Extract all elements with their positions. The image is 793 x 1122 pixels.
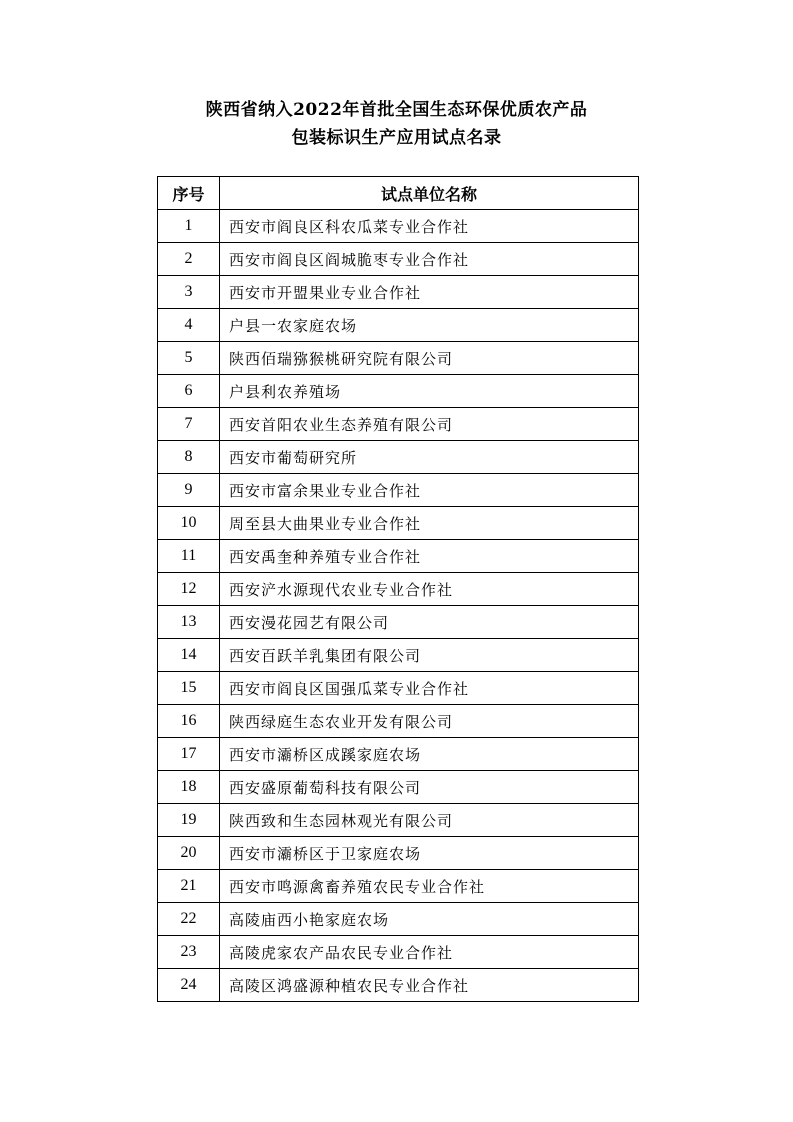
row-unit-name: 陕西佰瑞猕猴桃研究院有限公司 — [220, 342, 639, 375]
row-unit-name: 西安市葡萄研究所 — [220, 441, 639, 474]
row-unit-name: 西安漫花园艺有限公司 — [220, 606, 639, 639]
table-row — [158, 573, 639, 606]
row-number: 3 — [158, 276, 220, 309]
row-number: 11 — [158, 540, 220, 573]
row-unit-name: 西安百跃羊乳集团有限公司 — [220, 639, 639, 672]
table-row — [158, 276, 639, 309]
row-unit-name: 西安首阳农业生态养殖有限公司 — [220, 408, 639, 441]
table-body — [158, 210, 639, 1002]
table-row — [158, 672, 639, 705]
row-unit-name: 西安市富余果业专业合作社 — [220, 474, 639, 507]
table-row — [158, 870, 639, 903]
row-unit-name: 高陵庙西小艳家庭农场 — [220, 903, 639, 936]
row-unit-name: 西安市灞桥区于卫家庭农场 — [220, 837, 639, 870]
row-number: 20 — [158, 837, 220, 870]
row-unit-name: 西安市灞桥区成蹊家庭农场 — [220, 738, 639, 771]
table-row — [158, 441, 639, 474]
row-number: 8 — [158, 441, 220, 474]
row-unit-name: 户县利农养殖场 — [220, 375, 639, 408]
table-row — [158, 507, 639, 540]
table-row — [158, 969, 639, 1002]
row-unit-name: 西安市阎良区科农瓜菜专业合作社 — [220, 210, 639, 243]
row-number: 9 — [158, 474, 220, 507]
row-unit-name: 西安市鸣源禽畜养殖农民专业合作社 — [220, 870, 639, 903]
row-unit-name: 西安禹奎种养殖专业合作社 — [220, 540, 639, 573]
title-line-1: 陕西省纳入2022年首批全国生态环保优质农产品 — [205, 100, 588, 120]
row-unit-name: 西安浐水源现代农业专业合作社 — [220, 573, 639, 606]
row-number: 12 — [158, 573, 220, 606]
row-number: 4 — [158, 309, 220, 342]
row-number: 19 — [158, 804, 220, 837]
table-row — [158, 903, 639, 936]
table-row — [158, 705, 639, 738]
table-row — [158, 639, 639, 672]
row-number: 6 — [158, 375, 220, 408]
row-unit-name: 西安市阎良区阎城脆枣专业合作社 — [220, 243, 639, 276]
table-row — [158, 309, 639, 342]
table-row — [158, 474, 639, 507]
table-row — [158, 771, 639, 804]
table-row — [158, 837, 639, 870]
row-unit-name: 陕西绿庭生态农业开发有限公司 — [220, 705, 639, 738]
table-row — [158, 540, 639, 573]
table-row — [158, 606, 639, 639]
row-number: 21 — [158, 870, 220, 903]
row-number: 18 — [158, 771, 220, 804]
row-unit-name: 高陵区鸿盛源种植农民专业合作社 — [220, 969, 639, 1002]
row-number: 5 — [158, 342, 220, 375]
row-number: 14 — [158, 639, 220, 672]
table-row — [158, 375, 639, 408]
table-row — [158, 936, 639, 969]
header-number: 序号 — [158, 177, 220, 210]
title-line-2: 包装标识生产应用试点名录 — [291, 128, 502, 148]
row-number: 15 — [158, 672, 220, 705]
table-row — [158, 210, 639, 243]
row-number: 17 — [158, 738, 220, 771]
table-row — [158, 408, 639, 441]
row-number: 10 — [158, 507, 220, 540]
document-title — [0, 96, 793, 152]
pilot-unit-table — [157, 176, 639, 1002]
row-unit-name: 西安市阎良区国强瓜菜专业合作社 — [220, 672, 639, 705]
row-number: 24 — [158, 969, 220, 1002]
row-unit-name: 户县一农家庭农场 — [220, 309, 639, 342]
row-number: 2 — [158, 243, 220, 276]
row-unit-name: 周至县大曲果业专业合作社 — [220, 507, 639, 540]
row-unit-name: 西安市开盟果业专业合作社 — [220, 276, 639, 309]
row-unit-name: 高陵虎家农产品农民专业合作社 — [220, 936, 639, 969]
row-number: 23 — [158, 936, 220, 969]
table-row — [158, 804, 639, 837]
header-unit-name: 试点单位名称 — [220, 177, 639, 210]
row-number: 16 — [158, 705, 220, 738]
row-number: 22 — [158, 903, 220, 936]
row-number: 7 — [158, 408, 220, 441]
row-unit-name: 陕西致和生态园林观光有限公司 — [220, 804, 639, 837]
row-number: 13 — [158, 606, 220, 639]
row-unit-name: 西安盛原葡萄科技有限公司 — [220, 771, 639, 804]
table-row — [158, 342, 639, 375]
table-header-row — [158, 177, 639, 210]
row-number: 1 — [158, 210, 220, 243]
table-row — [158, 738, 639, 771]
table-row — [158, 243, 639, 276]
